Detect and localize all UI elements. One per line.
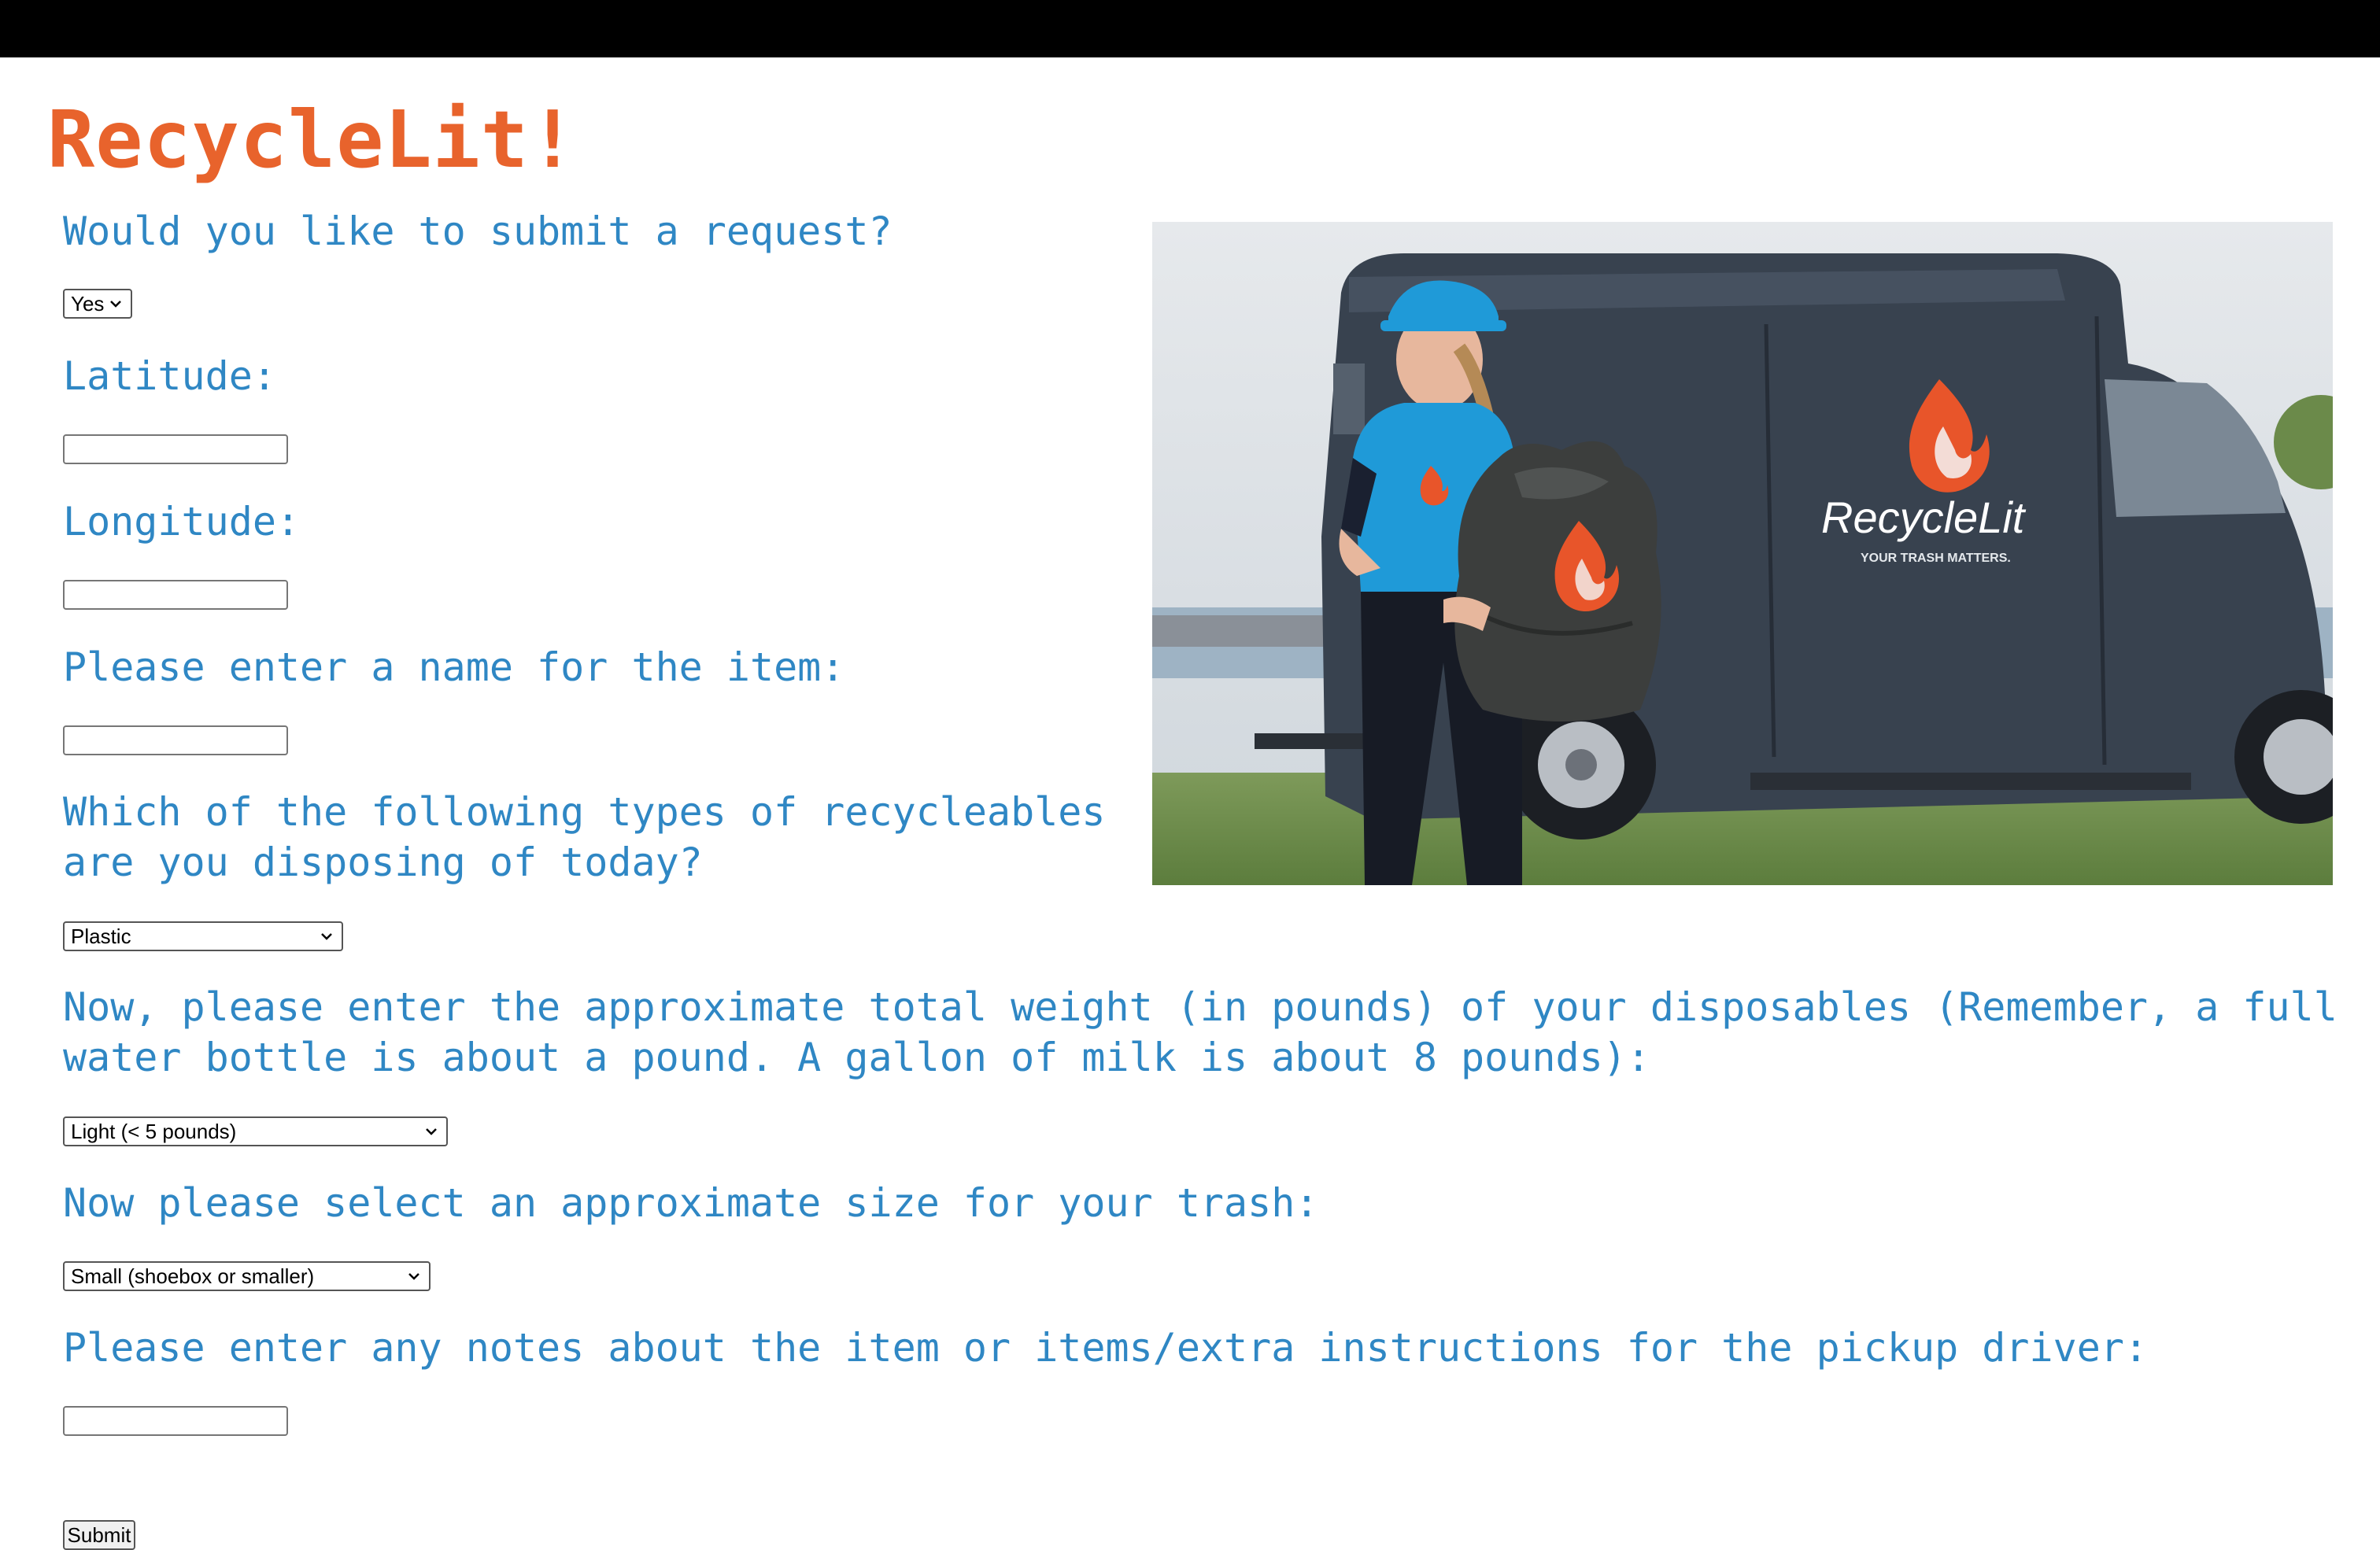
van-photo xyxy=(1152,222,2333,885)
type-select[interactable] xyxy=(63,921,343,951)
photo-brand-text: RecycleLit xyxy=(1821,493,2025,542)
notes-label: Please enter any notes about the item or items/extra instructions for the pickup driver: xyxy=(63,1325,2149,1371)
browser-top-bar xyxy=(0,0,2380,57)
size-question: Now please select an approximate size for your trash: xyxy=(63,1180,1319,1226)
type-select-value: Plastic xyxy=(71,924,131,948)
weight-select[interactable] xyxy=(63,1116,448,1146)
weight-question-line1: Now, please enter the approximate total weight (in pounds) of your disposables (Remember, a full xyxy=(63,984,2338,1030)
weight-select-value: Light (< 5 pounds) xyxy=(71,1120,237,1143)
request-select[interactable] xyxy=(63,289,132,319)
item-name-label: Please enter a name for the item: xyxy=(63,644,845,690)
page-title: RecycleLit! xyxy=(47,94,578,186)
type-question-line2: are you disposing of today? xyxy=(63,840,703,885)
latitude-input[interactable] xyxy=(63,434,288,464)
submit-button[interactable]: Submit xyxy=(63,1520,135,1550)
latitude-label: Latitude: xyxy=(63,353,276,399)
chevron-down-icon xyxy=(107,292,124,316)
longitude-label: Longitude: xyxy=(63,499,301,544)
size-select[interactable] xyxy=(63,1261,431,1291)
chevron-down-icon xyxy=(405,1264,423,1288)
chevron-down-icon xyxy=(318,924,335,948)
longitude-input[interactable] xyxy=(63,580,288,610)
photo-tagline: YOUR TRASH MATTERS. xyxy=(1861,552,2011,565)
request-select-value: Yes xyxy=(71,292,105,316)
size-select-value: Small (shoebox or smaller) xyxy=(71,1264,315,1288)
request-question: Would you like to submit a request? xyxy=(63,209,893,254)
weight-question-line2: water bottle is about a pound. A gallon of milk is about 8 pounds): xyxy=(63,1035,1650,1080)
notes-input[interactable] xyxy=(63,1406,288,1436)
type-question-line1: Which of the following types of recycleables xyxy=(63,789,1106,835)
chevron-down-icon xyxy=(423,1120,440,1143)
item-name-input[interactable] xyxy=(63,725,288,755)
